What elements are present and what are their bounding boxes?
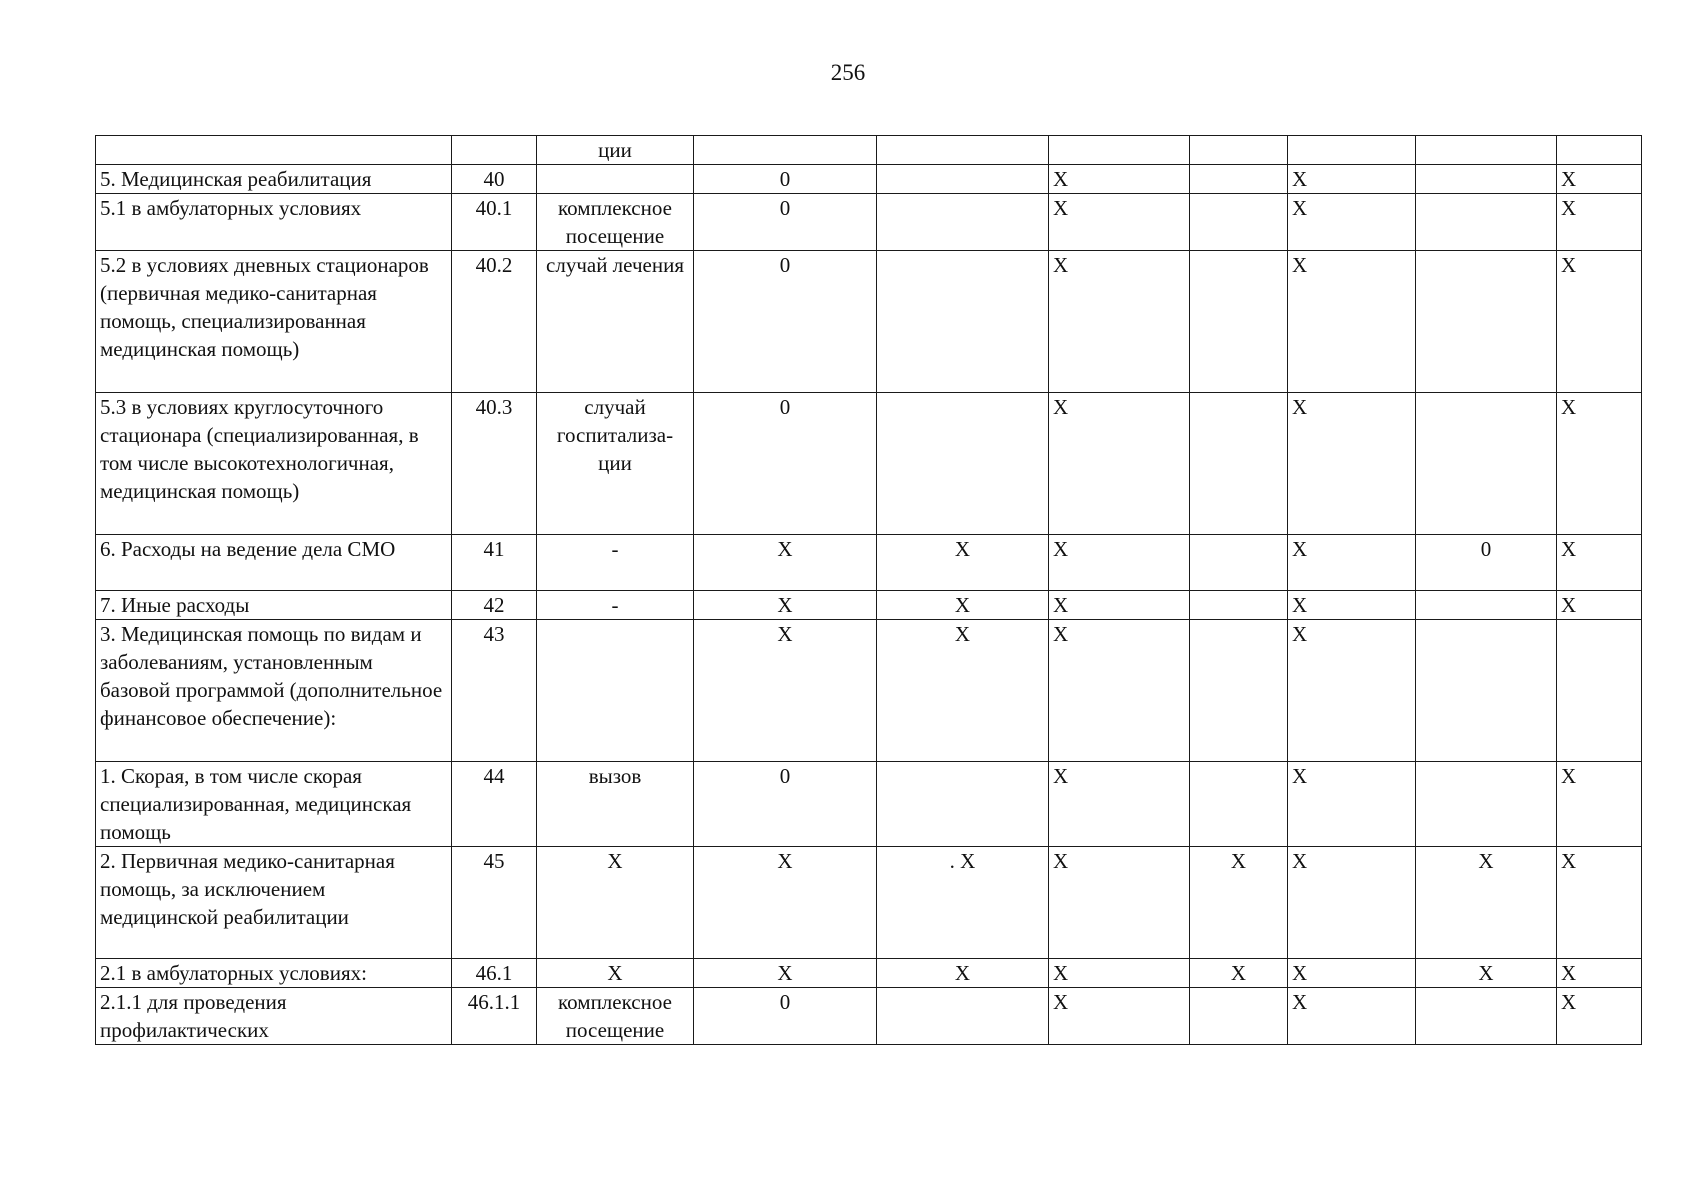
value-cell: X <box>1557 251 1642 393</box>
value-cell <box>1190 165 1288 194</box>
table-row <box>96 847 1642 959</box>
value-cell: X <box>1049 591 1190 620</box>
value-cell: X <box>877 535 1049 591</box>
value-cell <box>1190 535 1288 591</box>
value-cell: . X <box>877 847 1049 959</box>
row-code-cell: 46.1 <box>452 959 537 988</box>
value-cell <box>1190 620 1288 762</box>
value-cell <box>1190 136 1288 165</box>
row-code-cell: 40.3 <box>452 393 537 535</box>
row-name-cell: 6. Расходы на ведение дела СМО <box>96 535 452 591</box>
value-cell: 0 <box>694 393 877 535</box>
row-code-cell: 43 <box>452 620 537 762</box>
value-cell: X <box>1049 620 1190 762</box>
value-cell <box>1557 136 1642 165</box>
value-cell <box>877 251 1049 393</box>
value-cell: X <box>1557 959 1642 988</box>
value-cell: X <box>1049 165 1190 194</box>
table-row <box>96 194 1642 251</box>
row-unit-cell: X <box>537 847 694 959</box>
table-row <box>96 165 1642 194</box>
row-name-cell: 5.2 в условиях дневных стационаров (первичная медико-санитарная помощь, специализированная медицинская помощь) <box>96 251 452 393</box>
row-name-cell: 2. Первичная медико-санитарная помощь, за исключением медицинской реабилитации <box>96 847 452 959</box>
row-name-cell: 1. Скорая, в том числе скорая специализированная, медицинская помощь <box>96 762 452 847</box>
row-unit-cell: комплексное посещение <box>537 194 694 251</box>
value-cell: 0 <box>694 194 877 251</box>
value-cell <box>877 194 1049 251</box>
row-name-cell: 3. Медицинская помощь по видам и заболеваниям, установленным базовой программой (дополнительное финансовое обеспечение): <box>96 620 452 762</box>
value-cell: X <box>1049 535 1190 591</box>
value-cell: X <box>877 959 1049 988</box>
value-cell: X <box>1416 847 1557 959</box>
value-cell: X <box>1049 393 1190 535</box>
value-cell <box>1190 194 1288 251</box>
value-cell <box>1190 762 1288 847</box>
value-cell: X <box>1557 535 1642 591</box>
value-cell: 0 <box>694 762 877 847</box>
row-code-cell: 45 <box>452 847 537 959</box>
value-cell: X <box>1288 620 1416 762</box>
row-unit-cell: комплексное посещение <box>537 988 694 1045</box>
value-cell: X <box>1288 847 1416 959</box>
value-cell <box>877 393 1049 535</box>
value-cell: X <box>1557 165 1642 194</box>
value-cell: X <box>1288 988 1416 1045</box>
value-cell <box>1416 251 1557 393</box>
table-row <box>96 591 1642 620</box>
value-cell: X <box>1049 194 1190 251</box>
value-cell <box>877 762 1049 847</box>
value-cell <box>1416 194 1557 251</box>
value-cell: X <box>1557 988 1642 1045</box>
value-cell <box>1416 620 1557 762</box>
value-cell <box>1416 762 1557 847</box>
value-cell: X <box>694 620 877 762</box>
row-code-cell: 40.2 <box>452 251 537 393</box>
value-cell: 0 <box>694 165 877 194</box>
value-cell <box>1416 393 1557 535</box>
table-row <box>96 136 1642 165</box>
row-name-cell: 2.1.1 для проведения профилактических <box>96 988 452 1045</box>
row-code-cell: 42 <box>452 591 537 620</box>
table-row <box>96 251 1642 393</box>
value-cell: 0 <box>1416 535 1557 591</box>
row-unit-cell <box>537 620 694 762</box>
row-name-cell: 2.1 в амбулаторных условиях: <box>96 959 452 988</box>
value-cell: X <box>1049 988 1190 1045</box>
value-cell: X <box>694 959 877 988</box>
value-cell: X <box>1288 762 1416 847</box>
value-cell: X <box>1288 959 1416 988</box>
row-code-cell <box>452 136 537 165</box>
value-cell <box>1288 136 1416 165</box>
value-cell: X <box>877 591 1049 620</box>
row-name-cell: 5.1 в амбулаторных условиях <box>96 194 452 251</box>
value-cell: X <box>1557 762 1642 847</box>
table-row <box>96 762 1642 847</box>
value-cell <box>877 165 1049 194</box>
value-cell: X <box>1288 591 1416 620</box>
table-row <box>96 959 1642 988</box>
value-cell: X <box>1288 393 1416 535</box>
table-body <box>96 136 1642 1045</box>
value-cell <box>694 136 877 165</box>
row-code-cell: 40.1 <box>452 194 537 251</box>
value-cell: X <box>694 591 877 620</box>
table-row <box>96 988 1642 1045</box>
value-cell <box>877 136 1049 165</box>
value-cell <box>1416 591 1557 620</box>
value-cell <box>1190 251 1288 393</box>
value-cell: X <box>1288 535 1416 591</box>
value-cell: X <box>694 847 877 959</box>
value-cell: X <box>1288 165 1416 194</box>
value-cell <box>1416 165 1557 194</box>
row-unit-cell: ции <box>537 136 694 165</box>
value-cell: 0 <box>694 988 877 1045</box>
value-cell: X <box>1190 847 1288 959</box>
value-cell: X <box>1190 959 1288 988</box>
row-unit-cell: случай лечения <box>537 251 694 393</box>
row-code-cell: 46.1.1 <box>452 988 537 1045</box>
row-name-cell <box>96 136 452 165</box>
value-cell: 0 <box>694 251 877 393</box>
row-unit-cell: - <box>537 535 694 591</box>
row-unit-cell <box>537 165 694 194</box>
value-cell: X <box>1288 194 1416 251</box>
row-code-cell: 41 <box>452 535 537 591</box>
value-cell: X <box>694 535 877 591</box>
row-unit-cell: вызов <box>537 762 694 847</box>
value-cell: X <box>1557 194 1642 251</box>
value-cell <box>877 988 1049 1045</box>
page-number: 256 <box>830 60 866 85</box>
table-row <box>96 620 1642 762</box>
table-row <box>96 535 1642 591</box>
value-cell: X <box>1557 847 1642 959</box>
row-code-cell: 44 <box>452 762 537 847</box>
row-name-cell: 5.3 в условиях круглосуточного стационара (специализированная, в том числе высокотехнологичная, медицинская помощь) <box>96 393 452 535</box>
value-cell: X <box>1049 847 1190 959</box>
row-unit-cell: X <box>537 959 694 988</box>
value-cell <box>1190 988 1288 1045</box>
value-cell <box>1557 620 1642 762</box>
row-code-cell: 40 <box>452 165 537 194</box>
table-row <box>96 393 1642 535</box>
value-cell: X <box>1049 959 1190 988</box>
value-cell <box>1190 591 1288 620</box>
value-cell: X <box>1416 959 1557 988</box>
value-cell <box>1416 988 1557 1045</box>
value-cell: X <box>1049 251 1190 393</box>
financing-table <box>95 135 1642 1045</box>
value-cell <box>1416 136 1557 165</box>
row-unit-cell: - <box>537 591 694 620</box>
value-cell: X <box>1557 591 1642 620</box>
value-cell <box>1049 136 1190 165</box>
row-unit-cell: случай госпитализа-ции <box>537 393 694 535</box>
value-cell: X <box>877 620 1049 762</box>
row-name-cell: 5. Медицинская реабилитация <box>96 165 452 194</box>
row-name-cell: 7. Иные расходы <box>96 591 452 620</box>
value-cell: X <box>1557 393 1642 535</box>
value-cell: X <box>1049 762 1190 847</box>
value-cell: X <box>1288 251 1416 393</box>
value-cell <box>1190 393 1288 535</box>
